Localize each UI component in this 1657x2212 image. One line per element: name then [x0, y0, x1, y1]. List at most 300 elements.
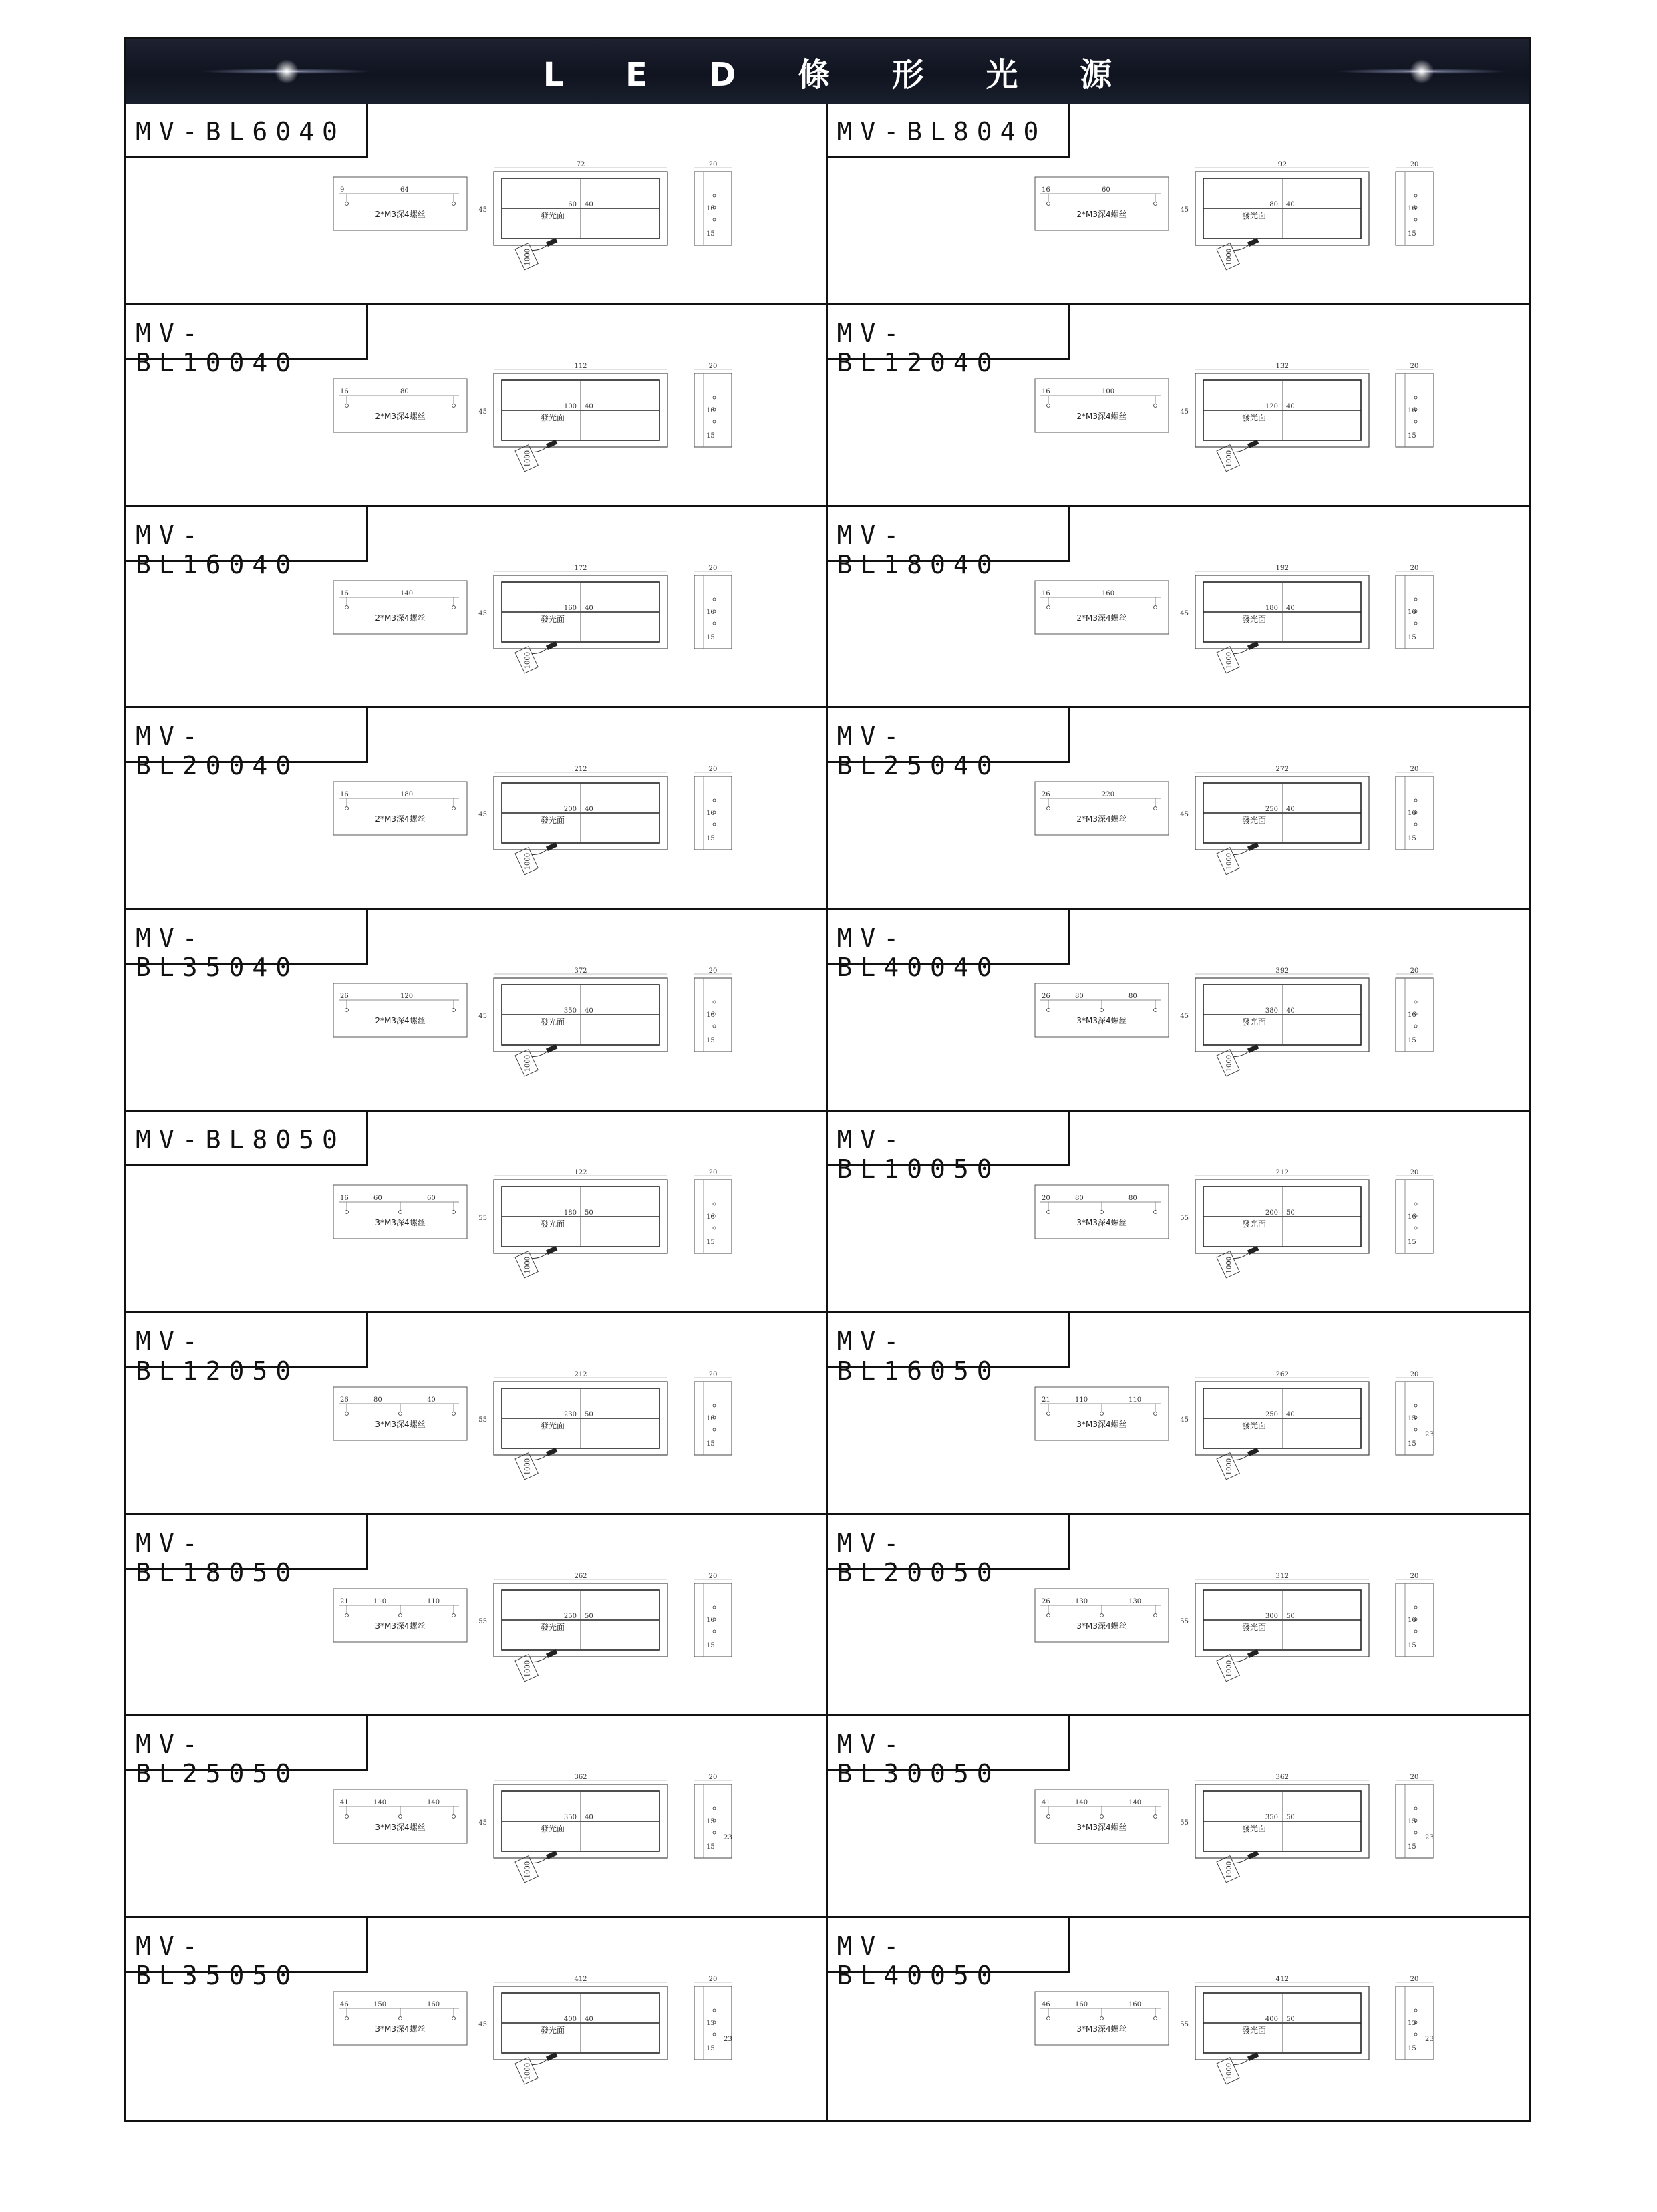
- emitting-face-label: 發光面: [1241, 1622, 1266, 1632]
- side-view: [694, 1371, 732, 1455]
- hole-dimension: 160: [1101, 589, 1114, 597]
- hole-note: 3*M3深4螺丝: [375, 2024, 426, 2034]
- dimension-drawing: [1022, 762, 1449, 902]
- hole-dimension: 26: [340, 993, 349, 1001]
- model-name: MV-BL16050: [837, 1326, 1000, 1386]
- side-width: 20: [1410, 1370, 1418, 1378]
- cable-icon: [1217, 232, 1264, 270]
- drawing-svg: [1022, 359, 1449, 499]
- cable-length: 1000: [1225, 651, 1233, 669]
- mount-hole-icon: [1414, 1203, 1417, 1205]
- cable-length: 1000: [524, 1861, 532, 1879]
- side-dimension: 16: [1407, 1011, 1416, 1019]
- emitting-length: 250: [563, 1612, 577, 1620]
- mount-hole-icon: [1414, 598, 1417, 601]
- cable-icon: [1217, 1442, 1264, 1480]
- cable-length: 1000: [524, 1660, 532, 1677]
- overall-height: 45: [1179, 408, 1189, 416]
- emitting-face-label: 發光面: [540, 1219, 565, 1229]
- mount-hole-icon: [1414, 622, 1417, 625]
- front-view: [1180, 1573, 1369, 1682]
- cable-length: 1000: [524, 853, 532, 871]
- model-tab: [126, 1313, 368, 1386]
- hole-dimension: 16: [1041, 387, 1050, 396]
- overall-length: 112: [574, 362, 587, 370]
- side-dimension: 16: [706, 810, 715, 818]
- screw-hole-icon: [1153, 1613, 1157, 1617]
- side-dimension: 15: [1407, 1037, 1416, 1045]
- dimension-drawing: [320, 561, 748, 701]
- screw-hole-icon: [399, 1815, 402, 1819]
- screw-hole-icon: [1153, 807, 1157, 810]
- screw-hole-icon: [1046, 605, 1050, 609]
- overall-height: 55: [478, 1416, 487, 1424]
- drawing-svg: [1022, 1569, 1449, 1709]
- emitting-length: 200: [563, 806, 577, 814]
- emitting-length: 400: [563, 2016, 577, 2024]
- overall-height: 45: [1179, 206, 1189, 214]
- hole-dimension: 16: [340, 589, 349, 597]
- hole-dimension: 16: [1041, 186, 1050, 194]
- side-width: 20: [1410, 766, 1418, 774]
- emitting-length: 250: [1265, 1410, 1278, 1418]
- side-dimension: 15: [1407, 1414, 1416, 1422]
- drawing-svg: [1022, 561, 1449, 701]
- screw-hole-icon: [399, 1613, 402, 1617]
- overall-height: 55: [1179, 1214, 1189, 1222]
- side-view: [1396, 1774, 1434, 1858]
- emitting-height: 40: [1286, 1410, 1295, 1418]
- hole-note: 3*M3深4螺丝: [1076, 1217, 1127, 1227]
- cable-length: 1000: [1225, 1458, 1233, 1476]
- product-cell: [126, 910, 828, 1112]
- emitting-face-label: 發光面: [1241, 412, 1266, 422]
- mount-hole-icon: [713, 1428, 716, 1431]
- back-view: [333, 983, 467, 1037]
- cable-icon: [1217, 836, 1264, 875]
- hole-dimension: 140: [1128, 1799, 1141, 1807]
- hole-note: 3*M3深4螺丝: [375, 1621, 426, 1631]
- dimension-drawing: [320, 963, 748, 1104]
- model-name: MV-BL16040: [136, 520, 299, 579]
- emitting-height: 40: [1286, 201, 1295, 208]
- emitting-length: 380: [1265, 1007, 1278, 1015]
- side-width: 20: [708, 1976, 718, 1984]
- cable-length: 1000: [524, 1055, 532, 1072]
- mount-hole-icon: [1414, 420, 1417, 423]
- mount-hole-icon: [713, 1807, 716, 1810]
- model-tab: [828, 104, 1070, 158]
- screw-hole-icon: [345, 2017, 349, 2020]
- front-view: [478, 1573, 667, 1682]
- side-dimension: 15: [706, 835, 715, 843]
- side-view: [694, 363, 732, 447]
- side-view: [1396, 766, 1433, 850]
- emitting-height: 40: [585, 1007, 593, 1015]
- hole-note: 2*M3深4螺丝: [375, 1016, 426, 1026]
- hole-dimension: 160: [1074, 2001, 1088, 2009]
- emitting-length: 250: [1265, 806, 1278, 814]
- model-name: MV-BL18040: [837, 520, 1000, 579]
- side-dimension: 16: [706, 406, 715, 414]
- hole-dimension: 220: [1101, 791, 1114, 799]
- side-dimension: 15: [706, 230, 715, 238]
- side-view: [1396, 1976, 1434, 2060]
- side-view: [694, 1573, 732, 1657]
- screw-hole-icon: [1046, 1210, 1050, 1213]
- overall-length: 72: [576, 161, 585, 168]
- screw-hole-icon: [452, 807, 456, 810]
- side-width: 20: [708, 564, 718, 572]
- side-view: [694, 1976, 732, 2060]
- side-dimension: 15: [706, 1641, 715, 1649]
- hole-dimension: 16: [340, 1194, 349, 1202]
- cable-length: 1000: [524, 651, 532, 669]
- side-dimension: 16: [1407, 608, 1416, 616]
- model-tab: [126, 1515, 368, 1587]
- cable-icon: [515, 1442, 563, 1480]
- side-dimension: 15: [1407, 1818, 1416, 1826]
- product-cell: [828, 305, 1529, 507]
- screw-hole-icon: [345, 1815, 349, 1819]
- cable-icon: [515, 232, 563, 270]
- dimension-drawing: [320, 762, 748, 902]
- back-view: [333, 177, 467, 230]
- screw-hole-icon: [345, 605, 349, 609]
- model-name: MV-BL10050: [837, 1124, 1000, 1184]
- emitting-height: 40: [585, 201, 593, 208]
- back-view: [333, 782, 467, 835]
- hole-dimension: 140: [427, 1799, 440, 1807]
- product-cell: [828, 1112, 1529, 1313]
- emitting-length: 60: [568, 201, 577, 208]
- hole-note: 2*M3深4螺丝: [1076, 411, 1127, 421]
- cable-icon: [515, 836, 563, 875]
- overall-length: 362: [574, 1774, 587, 1782]
- mount-hole-icon: [1414, 1025, 1417, 1028]
- screw-hole-icon: [345, 404, 349, 407]
- emitting-face-label: 發光面: [1241, 2026, 1266, 2036]
- hole-dimension: 26: [1041, 993, 1050, 1001]
- side-dimension: 15: [1407, 1641, 1416, 1649]
- mount-hole-icon: [713, 598, 716, 601]
- hole-note: 3*M3深4螺丝: [1076, 1823, 1127, 1833]
- emitting-face-label: 發光面: [540, 412, 565, 422]
- cable-icon: [515, 2046, 563, 2084]
- side-dimension: 16: [706, 1414, 715, 1422]
- screw-hole-icon: [1100, 1412, 1103, 1415]
- hole-dimension: 150: [373, 2001, 387, 2009]
- overall-height: 45: [478, 206, 487, 214]
- side-dimension: 16: [1407, 406, 1416, 414]
- product-cell: [828, 1515, 1529, 1717]
- hole-dimension: 60: [373, 1194, 382, 1202]
- emitting-face-label: 發光面: [540, 816, 565, 826]
- model-name: MV-BL10040: [136, 318, 299, 377]
- emitting-length: 230: [563, 1410, 577, 1418]
- mount-hole-icon: [713, 2009, 716, 2012]
- mount-hole-icon: [713, 1404, 716, 1407]
- mount-hole-icon: [1414, 1001, 1417, 1003]
- side-dimension: 16: [706, 205, 715, 212]
- mount-hole-icon: [713, 1831, 716, 1834]
- drawing-svg: [1022, 157, 1449, 297]
- model-tab: [828, 1112, 1070, 1184]
- emitting-height: 40: [585, 806, 593, 814]
- hole-dimension: 9: [340, 186, 345, 194]
- side-width: 20: [708, 766, 718, 774]
- overall-length: 392: [1275, 967, 1289, 975]
- screw-hole-icon: [1046, 404, 1050, 407]
- emitting-height: 40: [585, 402, 593, 410]
- emitting-length: 350: [563, 1814, 577, 1822]
- overall-length: 92: [1277, 161, 1286, 168]
- model-tab: [126, 910, 368, 983]
- model-name: MV-BL8050: [136, 1124, 345, 1154]
- mount-hole-icon: [1414, 1807, 1417, 1810]
- overall-length: 212: [574, 766, 587, 774]
- drawing-svg: [1022, 762, 1449, 902]
- cable-length: 1000: [1225, 1256, 1233, 1274]
- dimension-drawing: [1022, 359, 1449, 499]
- dimension-drawing: [320, 1971, 748, 2112]
- mount-hole-icon: [713, 1227, 716, 1229]
- mount-hole-icon: [1414, 1831, 1417, 1834]
- hole-dimension: 21: [340, 1597, 349, 1605]
- model-tab: [126, 305, 368, 377]
- product-cell: [126, 1313, 828, 1515]
- hole-note: 2*M3深4螺丝: [375, 613, 426, 623]
- emitting-height: 50: [585, 1209, 593, 1217]
- screw-hole-icon: [452, 605, 456, 609]
- hole-dimension: 40: [427, 1396, 436, 1404]
- overall-height: 55: [478, 1617, 487, 1625]
- model-name: MV-BL30050: [837, 1730, 1000, 1789]
- front-view: [1180, 1169, 1369, 1278]
- side-dimension: 15: [1407, 432, 1416, 440]
- dimension-drawing: [1022, 157, 1449, 297]
- side-dimension: 15: [1407, 835, 1416, 843]
- emitting-height: 50: [585, 1410, 593, 1418]
- screw-hole-icon: [1153, 1210, 1157, 1213]
- side-dimension: 23: [1424, 2036, 1434, 2044]
- screw-hole-icon: [399, 1412, 402, 1415]
- side-view: [694, 1774, 732, 1858]
- mount-hole-icon: [713, 1203, 716, 1205]
- screw-hole-icon: [452, 202, 456, 206]
- model-name: MV-BL20050: [837, 1528, 1000, 1587]
- front-view: [478, 161, 667, 270]
- screw-hole-icon: [345, 1412, 349, 1415]
- hole-dimension: 26: [340, 1396, 349, 1404]
- model-tab: [828, 1918, 1070, 1991]
- cable-length: 1000: [524, 1458, 532, 1476]
- mount-hole-icon: [1414, 2009, 1417, 2012]
- emitting-face-label: 發光面: [540, 1017, 565, 1028]
- screw-hole-icon: [1046, 1009, 1050, 1012]
- hole-note: 2*M3深4螺丝: [375, 814, 426, 824]
- cable-length: 1000: [524, 248, 532, 266]
- cable-icon: [515, 434, 563, 472]
- drawing-svg: [1022, 1367, 1449, 1507]
- front-view: [478, 1371, 667, 1480]
- emitting-length: 350: [563, 1007, 577, 1015]
- emitting-length: 200: [1265, 1209, 1278, 1217]
- model-name: MV-BL18050: [136, 1528, 299, 1587]
- side-view: [1396, 1371, 1434, 1455]
- overall-length: 412: [574, 1976, 587, 1984]
- cable-icon: [515, 1240, 563, 1278]
- model-name: MV-BL25050: [136, 1730, 299, 1789]
- drawing-svg: [320, 359, 748, 499]
- screw-hole-icon: [452, 1210, 456, 1213]
- light-flare-left: [200, 69, 373, 74]
- front-view: [1180, 1774, 1369, 1883]
- model-tab: [126, 1918, 368, 1991]
- side-dimension: 23: [724, 2036, 732, 2044]
- overall-height: 55: [478, 1214, 487, 1222]
- model-name: MV-BL35040: [136, 923, 299, 983]
- product-cell: [126, 1716, 828, 1918]
- mount-hole-icon: [1414, 1630, 1417, 1633]
- dimension-drawing: [1022, 561, 1449, 701]
- overall-height: 45: [1179, 1416, 1189, 1424]
- mount-hole-icon: [713, 1606, 716, 1609]
- model-name: MV-BL12040: [837, 318, 1000, 377]
- product-cell: [126, 104, 828, 305]
- screw-hole-icon: [1153, 1412, 1157, 1415]
- side-dimension: 16: [706, 608, 715, 616]
- cable-icon: [1217, 1038, 1264, 1076]
- dimension-drawing: [320, 359, 748, 499]
- screw-hole-icon: [452, 2017, 456, 2020]
- dimension-drawing: [320, 1165, 748, 1305]
- screw-hole-icon: [1153, 1009, 1157, 1012]
- front-view: [1180, 1371, 1369, 1480]
- cable-length: 1000: [524, 450, 532, 468]
- model-tab: [126, 708, 368, 781]
- hole-note: 3*M3深4螺丝: [1076, 1621, 1127, 1631]
- overall-length: 312: [1275, 1572, 1289, 1580]
- side-width: 20: [1410, 564, 1418, 572]
- dimension-drawing: [320, 157, 748, 297]
- mount-hole-icon: [1414, 1606, 1417, 1609]
- screw-hole-icon: [1153, 605, 1157, 609]
- emitting-height: 40: [1286, 604, 1295, 612]
- model-name: MV-BL6040: [136, 117, 345, 146]
- drawing-svg: [320, 1367, 748, 1507]
- emitting-length: 80: [1269, 201, 1278, 208]
- cable-icon: [1217, 2046, 1264, 2084]
- side-dimension: 16: [1407, 810, 1416, 818]
- emitting-face-label: 發光面: [1241, 1219, 1266, 1229]
- product-cell: [126, 507, 828, 709]
- mount-hole-icon: [1414, 2033, 1417, 2036]
- model-tab: [828, 1716, 1070, 1789]
- front-view: [1180, 565, 1369, 673]
- side-dimension: 16: [706, 1213, 715, 1221]
- emitting-face-label: 發光面: [1241, 1017, 1266, 1028]
- side-dimension: 15: [1407, 230, 1416, 238]
- screw-hole-icon: [399, 2017, 402, 2020]
- cable-icon: [515, 1845, 563, 1883]
- hole-dimension: 160: [427, 2001, 440, 2009]
- side-dimension: 16: [706, 1616, 715, 1624]
- mount-hole-icon: [1414, 1227, 1417, 1229]
- overall-height: 45: [1179, 609, 1189, 617]
- hole-dimension: 46: [340, 2001, 349, 2009]
- light-flare-right: [1335, 69, 1509, 74]
- hole-dimension: 80: [1128, 993, 1137, 1001]
- hole-dimension: 26: [1041, 791, 1050, 799]
- hole-dimension: 41: [340, 1799, 349, 1807]
- hole-dimension: 16: [340, 791, 349, 799]
- mount-hole-icon: [713, 2033, 716, 2036]
- cable-length: 1000: [1225, 2063, 1233, 2080]
- emitting-face-label: 發光面: [1241, 614, 1266, 624]
- side-view: [1396, 363, 1433, 447]
- cable-length: 1000: [1225, 1660, 1233, 1677]
- front-view: [478, 363, 667, 472]
- side-width: 20: [1410, 1572, 1418, 1580]
- screw-hole-icon: [1046, 1412, 1050, 1415]
- hole-note: 2*M3深4螺丝: [1076, 814, 1127, 824]
- overall-length: 262: [1275, 1370, 1289, 1378]
- product-cell: [828, 1918, 1529, 2120]
- emitting-face-label: 發光面: [540, 2026, 565, 2036]
- screw-hole-icon: [345, 1613, 349, 1617]
- side-view: [694, 1169, 732, 1253]
- hole-dimension: 80: [1074, 1194, 1084, 1202]
- overall-length: 132: [1275, 362, 1289, 370]
- cable-length: 1000: [524, 2063, 532, 2080]
- dimension-drawing: [1022, 1569, 1449, 1709]
- cable-icon: [1217, 1643, 1264, 1681]
- emitting-face-label: 發光面: [540, 211, 565, 220]
- mount-hole-icon: [713, 420, 716, 423]
- emitting-face-label: 發光面: [540, 1420, 565, 1430]
- side-dimension: 23: [724, 1834, 732, 1842]
- overall-height: 45: [1179, 811, 1189, 819]
- model-name: MV-BL40050: [837, 1931, 1000, 1991]
- hole-dimension: 110: [1074, 1396, 1088, 1404]
- hole-dimension: 130: [1074, 1597, 1088, 1605]
- side-dimension: 15: [706, 1440, 715, 1448]
- mount-hole-icon: [1414, 799, 1417, 802]
- model-name: MV-BL25040: [837, 722, 1000, 781]
- screw-hole-icon: [1100, 1009, 1103, 1012]
- back-view: [1035, 177, 1169, 230]
- screw-hole-icon: [1046, 1815, 1050, 1819]
- drawing-svg: [320, 1569, 748, 1709]
- emitting-face-label: 發光面: [1241, 211, 1266, 220]
- mount-hole-icon: [713, 194, 716, 197]
- emitting-length: 180: [1265, 604, 1278, 612]
- front-view: [1180, 161, 1369, 270]
- front-view: [478, 1169, 667, 1278]
- side-dimension: 15: [706, 1818, 715, 1826]
- drawing-svg: [320, 1770, 748, 1910]
- screw-hole-icon: [1046, 2017, 1050, 2020]
- cable-length: 1000: [1225, 450, 1233, 468]
- side-width: 20: [708, 161, 718, 168]
- side-dimension: 16: [1407, 1213, 1416, 1221]
- model-name: MV-BL35050: [136, 1931, 299, 1991]
- screw-hole-icon: [1046, 1613, 1050, 1617]
- drawing-svg: [320, 762, 748, 902]
- side-view: [1396, 1169, 1433, 1253]
- screw-hole-icon: [452, 404, 456, 407]
